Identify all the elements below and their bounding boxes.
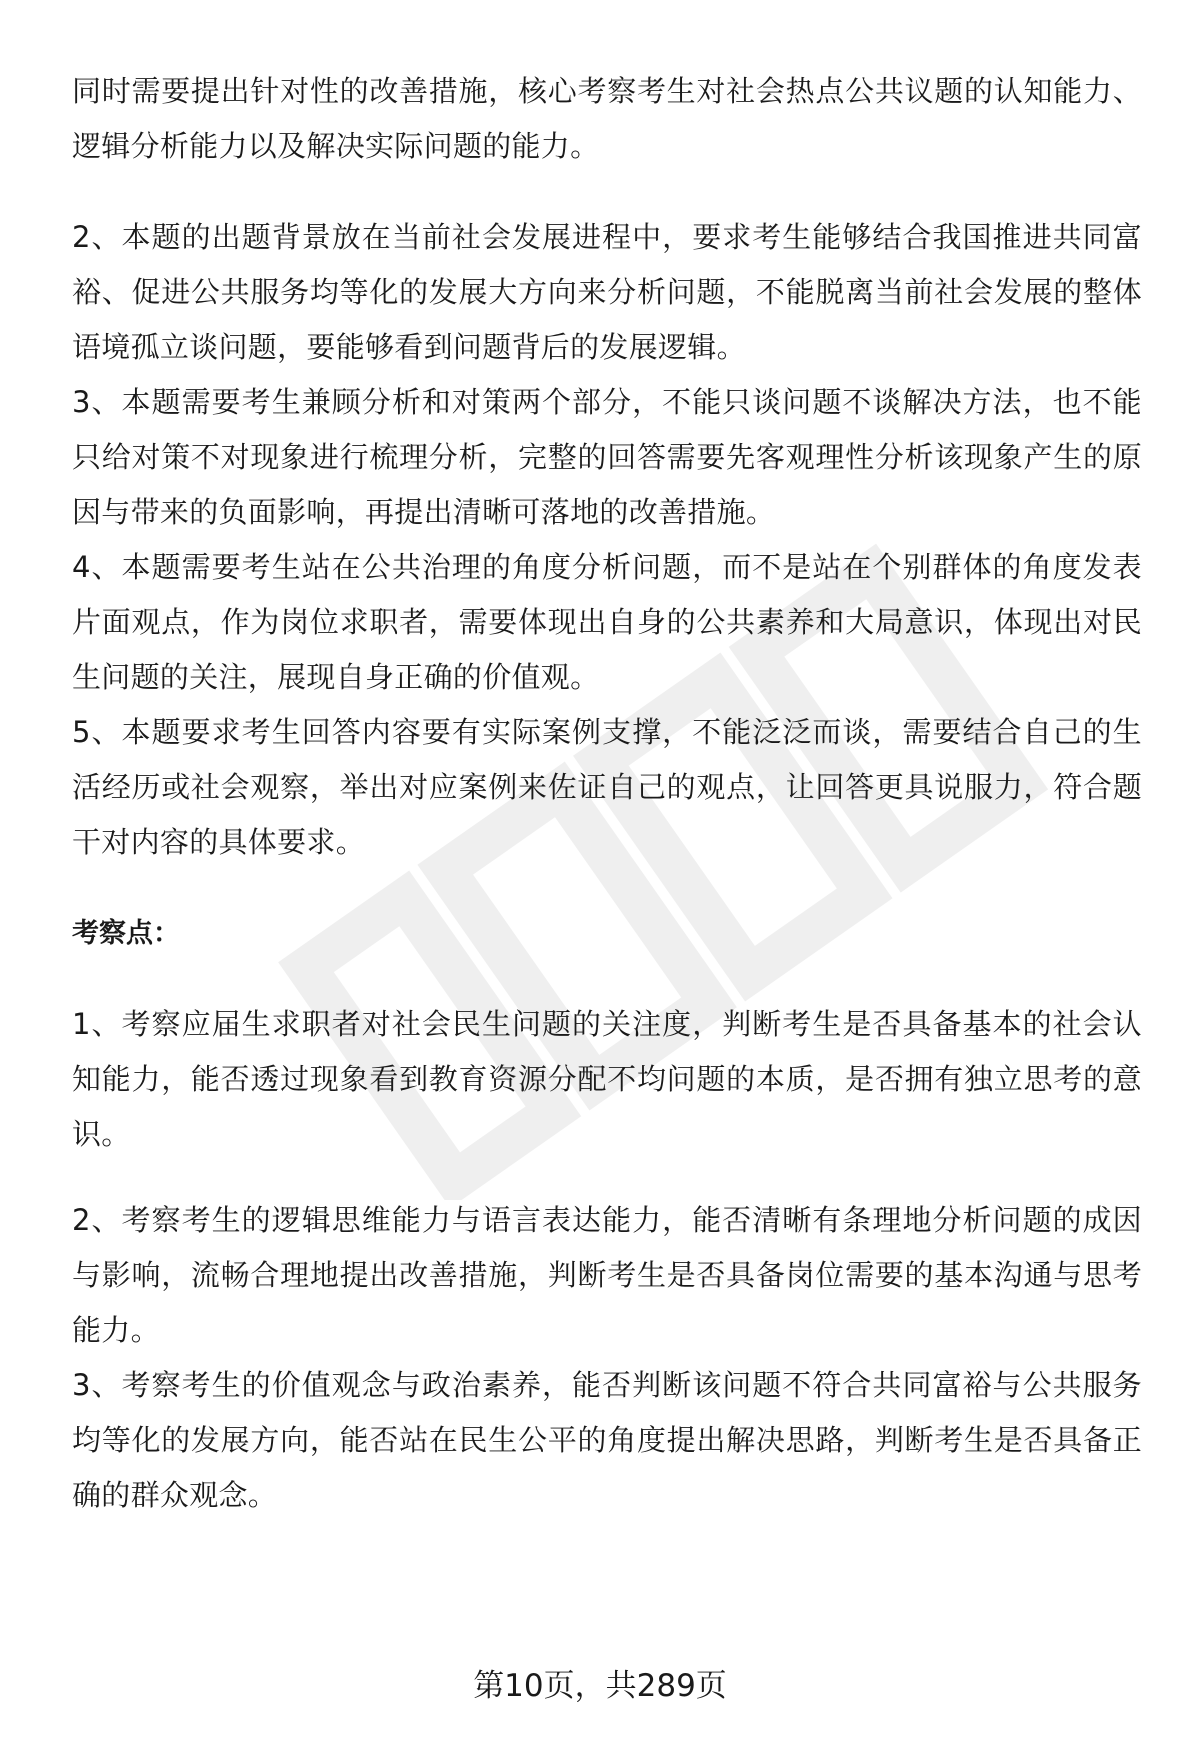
point-item-2: 2、考察考生的逻辑思维能力与语言表达能力，能否清晰有条理地分析问题的成因与影响，流畅合理地提出改善措施，判断考生是否具备岗位需要的基本沟通与思考能力。 — [72, 1203, 1142, 1347]
paragraph-item-2: 2、本题的出题背景放在当前社会发展进程中，要求考生能够结合我国推进共同富裕、促进公共服务均等化的发展大方向来分析问题，不能脱离当前社会发展的整体语境孤立谈问题，要能够看到问题背后的发展逻辑。 — [72, 220, 1142, 364]
document-body — [72, 64, 1142, 1523]
paragraph-item-5: 5、本题要求考生回答内容要有实际案例支撑，不能泛泛而谈，需要结合自己的生活经历或社会观察，举出对应案例来佐证自己的观点，让回答更具说服力，符合题干对内容的具体要求。 — [72, 715, 1142, 859]
section-heading-examination-points: 考察点： — [72, 918, 180, 949]
page-number-footer: 第10页，共289页 — [473, 1668, 727, 1704]
paragraph-item-3: 3、本题需要考生兼顾分析和对策两个部分，不能只谈问题不谈解决方法，也不能只给对策不对现象进行梳理分析，完整的回答需要先客观理性分析该现象产生的原因与带来的负面影响，再提出清晰可落地的改善措施。 — [72, 385, 1142, 529]
paragraph-intro-continuation: 同时需要提出针对性的改善措施，核心考察考生对社会热点公共议题的认知能力、逻辑分析能力以及解决实际问题的能力。 — [72, 74, 1142, 163]
paragraph-item-4: 4、本题需要考生站在公共治理的角度分析问题，而不是站在个别群体的角度发表片面观点，作为岗位求职者，需要体现出自身的公共素养和大局意识，体现出对民生问题的关注，展现自身正确的价值观。 — [72, 550, 1142, 694]
point-item-1: 1、考察应届生求职者对社会民生问题的关注度，判断考生是否具备基本的社会认知能力，能否透过现象看到教育资源分配不均问题的本质，是否拥有独立思考的意识。 — [72, 1007, 1142, 1151]
point-item-3: 3、考察考生的价值观念与政治素养，能否判断该问题不符合共同富裕与公共服务均等化的发展方向，能否站在民生公平的角度提出解决思路，判断考生是否具备正确的群众观念。 — [72, 1368, 1142, 1512]
